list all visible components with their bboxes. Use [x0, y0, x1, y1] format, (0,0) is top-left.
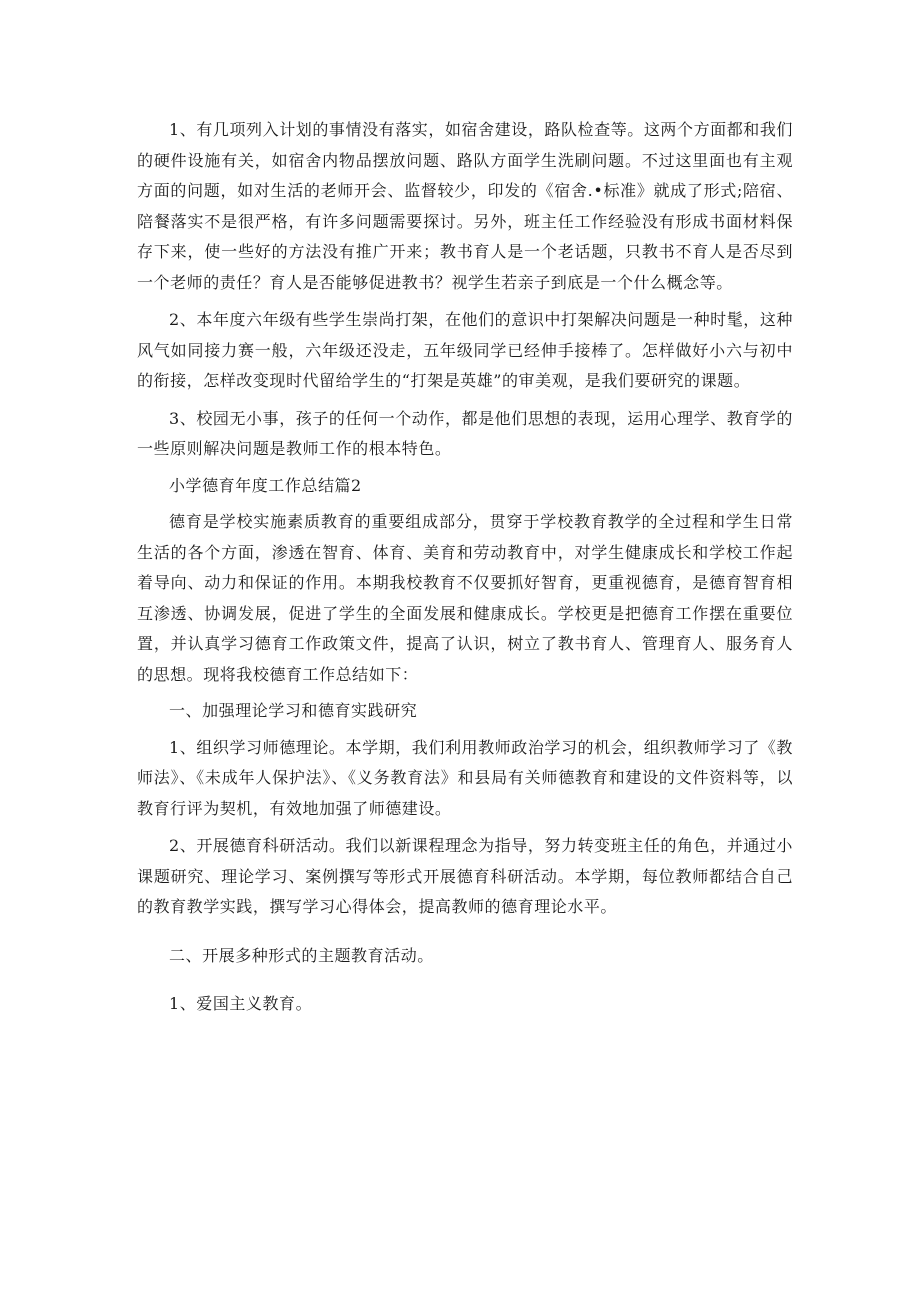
paragraph-2: 2、本年度六年级有些学生崇尚打架，在他们的意识中打架解决问题是一种时髦，这种风气如同接力赛一般，六年级还没走，五年级同学已经伸手接棒了。怎样做好小六与初中的衔接，怎样改变现时代留给学生的“打架是英雄”的审美观，是我们要研究的课题。	[137, 310, 793, 390]
heading-1: 一、加强理论学习和德育实践研究	[169, 701, 418, 720]
heading-3: 1、爱国主义教育。	[169, 994, 313, 1013]
paragraph-4: 德育是学校实施素质教育的重要组成部分，贯穿于学校教育教学的全过程和学生日常生活的各个方面，渗透在智育、体育、美育和劳动教育中，对学生健康成长和学校工作起着导向、动力和保证的作用。本期我校教育不仅要抓好智育，更重视德育，是德育智育相互渗透、协调发展，促进了学生的全面发展和健康成长。学校更是把德育工作摆在重要位置，并认真学习德育工作政策文件，提高了认识，树立了教书育人、管理育人、服务育人的思想。现将我校德育工作总结如下：	[137, 512, 793, 684]
paragraph-3: 3、校园无小事，孩子的任何一个动作，都是他们思想的表现，运用心理学、教育学的一些原则解决问题是教师工作的根本特色。	[137, 408, 793, 458]
section-title: 小学德育年度工作总结篇2	[169, 475, 362, 495]
paragraph-6: 2、开展德育科研活动。我们以新课程理念为指导，努力转变班主任的角色，并通过小课题研究、理论学习、案例撰写等形式开展德育科研活动。本学期，每位教师都结合自己的教育教学实践，撰写学习心得体会，提高教师的德育理论水平。	[137, 836, 793, 916]
heading-2: 二、开展多种形式的主题教育活动。	[169, 945, 434, 965]
paragraph-1: 1、有几项列入计划的事情没有落实，如宿舍建设，路队检查等。这两个方面都和我们的硬件设施有关，如宿舍内物品摆放问题、路队方面学生洗刷问题。不过这里面也有主观方面的问题，如对生活的老师开会、监督较少，印发的《宿舍.•标准》就成了形式;陪宿、陪餐落实不是很严格，有许多问题需要探讨。另外，班主任工作经验没有形成书面材料保存下来，使一些好的方法没有推广开来；教书育人是一个老话题，只教书不育人是否尽到一个老师的责任？育人是否能够促进教书？视学生若亲子到底是一个什么概念等。	[137, 120, 793, 292]
paragraph-5: 1、组织学习师德理论。本学期，我们利用教师政治学习的机会，组织教师学习了《教师法》、《未成年人保护法》、《义务教育法》和县局有关师德教育和建设的文件资料等，以教育行评为契机，有效地加强了师德建设。	[137, 737, 793, 818]
document-body	[137, 115, 793, 1020]
